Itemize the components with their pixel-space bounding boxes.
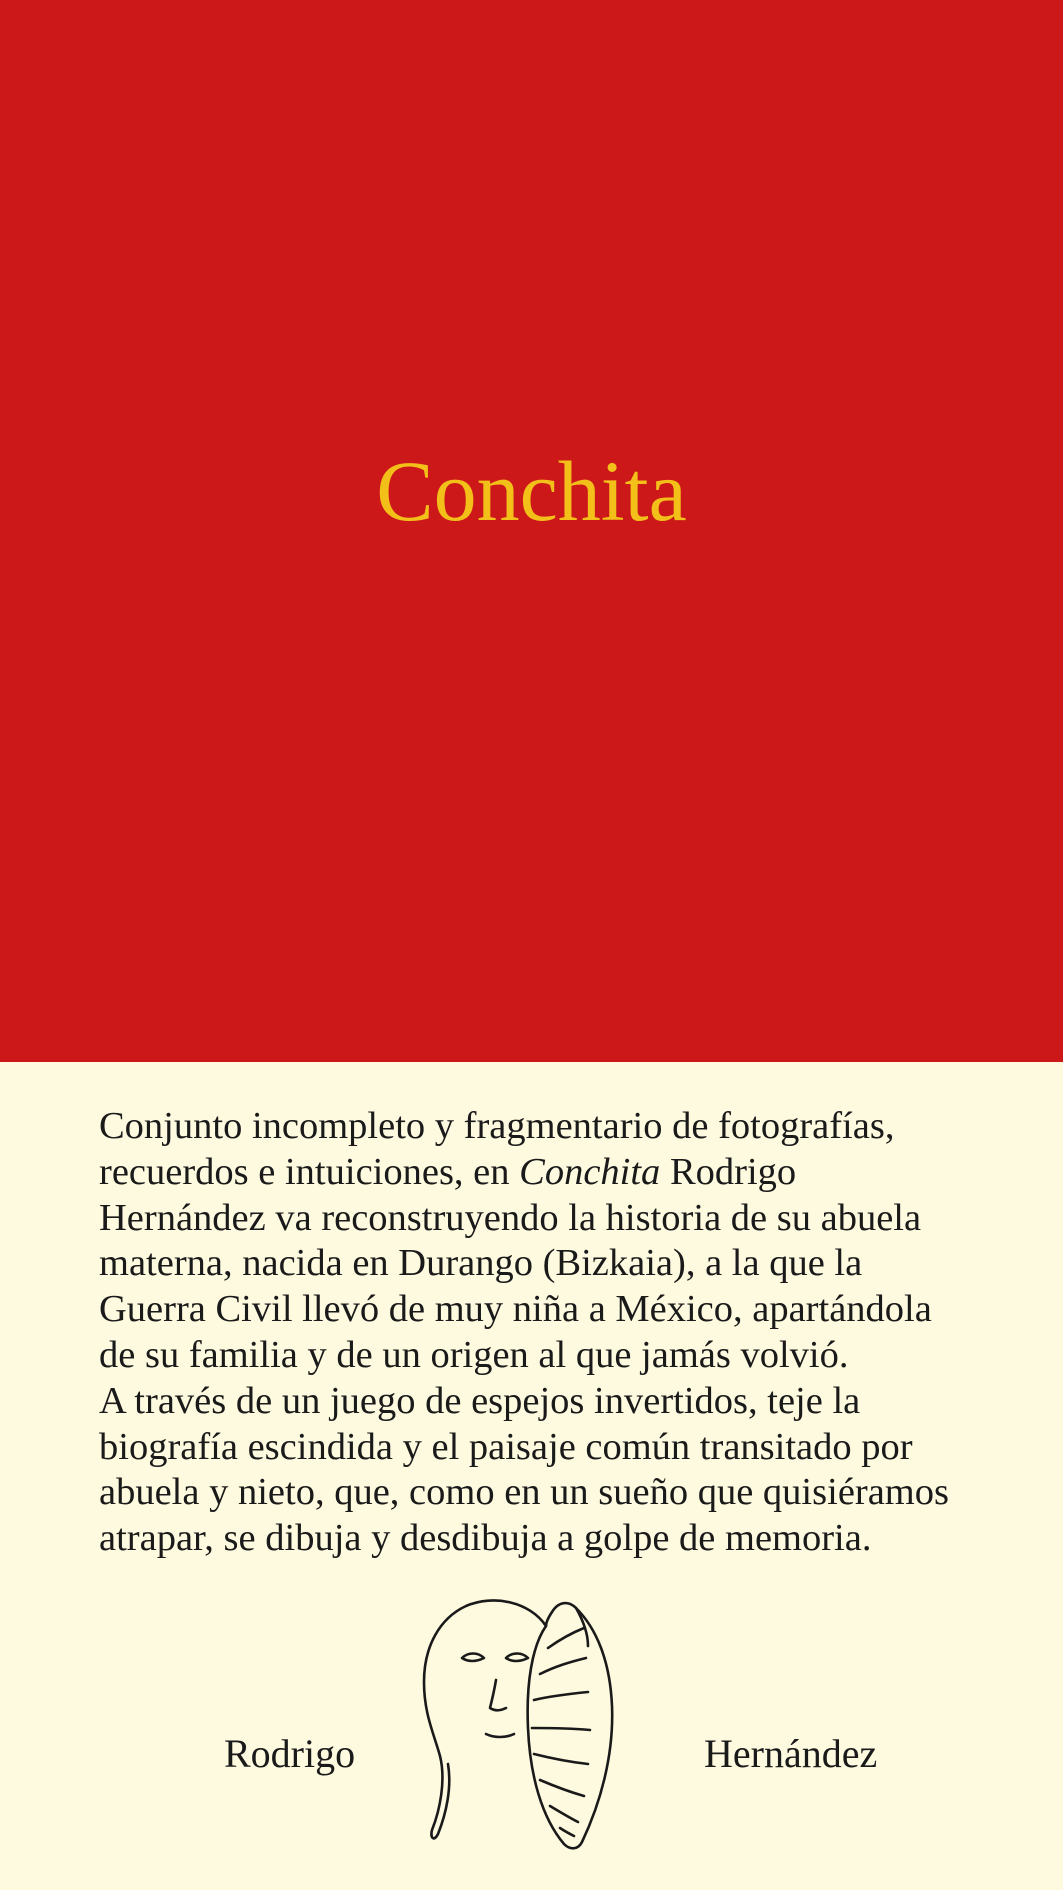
blurb-line [99, 1150, 999, 1196]
blurb-line: abuela y nieto, que, como en un sueño que quisiéramos [99, 1471, 949, 1514]
blurb-line: materna, nacida en Durango (Bizkaia), a la que la [99, 1242, 863, 1285]
blurb-line: Conjunto incompleto y fragmentario de fotografías, [99, 1105, 895, 1147]
blurb-title-italic: Conchita [519, 1150, 661, 1193]
blurb-text: recuerdos e intuiciones, en [99, 1150, 520, 1193]
blurb-line: Hernández va reconstruyendo la historia de su abuela [99, 1196, 922, 1239]
blurb-text: Rodrigo [660, 1150, 797, 1193]
face-and-shell-drawing-icon [418, 1588, 648, 1858]
blurb-line: A través de un juego de espejos invertidos, teje la [99, 1379, 861, 1422]
blurb-line: biografía escindida y el paisaje común transitado por [99, 1425, 913, 1468]
book-title: Conchita [376, 443, 687, 539]
blurb-line: Guerra Civil llevó de muy niña a México, apartándola [99, 1288, 932, 1331]
blurb-line: de su familia y de un origen al que jamás volvió. [99, 1333, 849, 1376]
book-blurb [99, 1104, 999, 1562]
blurb-line: atrapar, se dibuja y desdibuja a golpe de memoria. [99, 1517, 872, 1560]
author-first-name: Rodrigo [224, 1731, 356, 1776]
author-last-name: Hernández [704, 1731, 878, 1776]
